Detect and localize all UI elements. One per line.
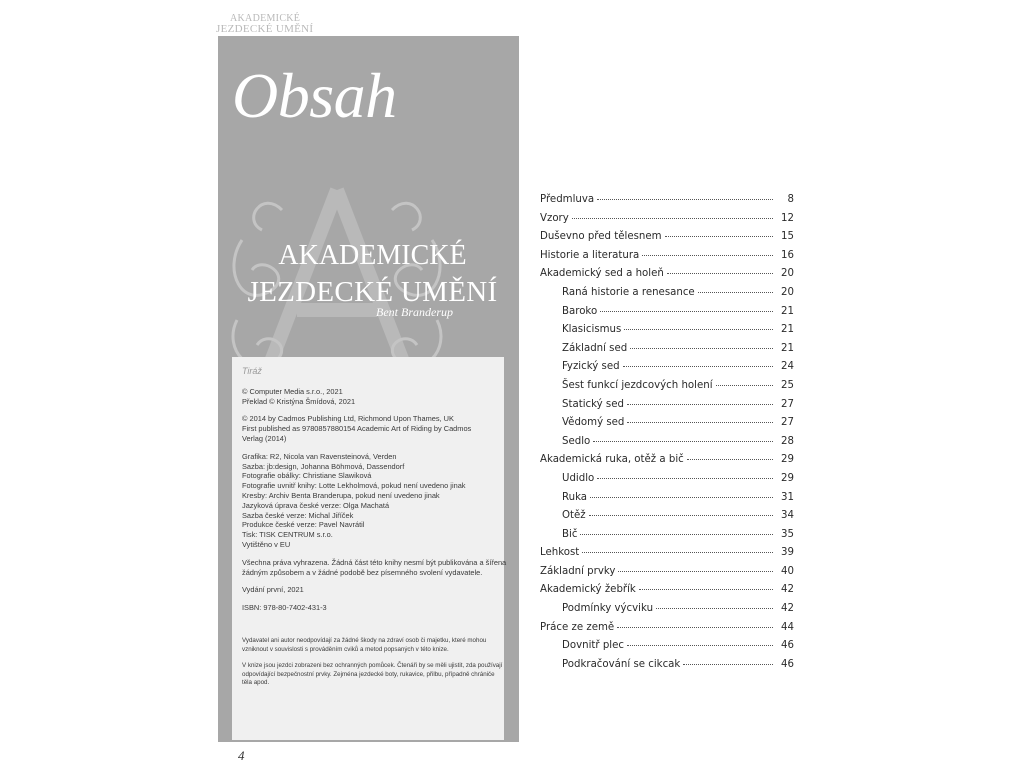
colophon-line: odpovídající bezpečnostní prvky. Zejména jezdecké boty, rukavice, přilbu, případně chrániče: [242, 670, 495, 678]
toc-entry-page: 24: [781, 361, 794, 373]
colophon-disclaimer: [242, 637, 504, 688]
author-name: Bent Branderup: [376, 305, 453, 319]
toc-entry: [540, 584, 794, 603]
toc-entry-label: Vzory: [540, 212, 569, 224]
toc-entry-label: Bič: [562, 528, 578, 540]
toc-dot-leader: [630, 348, 773, 349]
toc-entry-page: 29: [781, 454, 794, 466]
toc-entry-page: 42: [781, 584, 794, 596]
toc-entry-label: Fyzický sed: [562, 361, 620, 373]
toc-entry-page: 27: [781, 417, 794, 429]
toc-dot-leader: [687, 459, 773, 460]
toc-entry-label: Podkračování se cikcak: [562, 658, 681, 670]
toc-entry-page: 21: [781, 305, 794, 317]
colophon-line: V knize jsou jezdci zobrazeni bez ochranných pomůcek. Čtenáři by se měli ujistit, zda používají: [242, 662, 503, 670]
toc-dot-leader: [639, 589, 773, 590]
toc-entry-page: 46: [781, 640, 794, 652]
toc-dot-leader: [683, 664, 773, 665]
toc-entry: [540, 622, 794, 641]
toc-subentry: [540, 380, 794, 399]
toc-subentry: [540, 492, 794, 511]
colophon-line: Překlad © Kristýna Šmídová, 2021: [242, 396, 356, 406]
toc-entry-page: 29: [781, 472, 794, 484]
colophon-line: Sazba: jb:design, Johanna Böhmová, Dassendorf: [242, 461, 405, 471]
toc-entry-label: Statický sed: [562, 398, 624, 410]
toc-entry-label: Dovnitř plec: [562, 640, 624, 652]
toc-subentry: [540, 324, 794, 343]
toc-subentry: [540, 659, 794, 678]
toc-entry-label: Akademický žebřík: [540, 584, 636, 596]
toc-entry-label: Základní prvky: [540, 565, 616, 577]
toc-subentry: [540, 473, 794, 492]
toc-entry-page: 20: [781, 268, 794, 280]
colophon-line: Vydání první, 2021: [242, 585, 304, 595]
toc-subentry: [540, 436, 794, 455]
colophon-line: © 2014 by Cadmos Publishing Ltd, Richmond Upon Thames, UK: [242, 414, 454, 424]
toc-entry-page: 25: [781, 379, 794, 391]
toc-dot-leader: [580, 534, 773, 535]
toc-entry-label: Udidlo: [562, 472, 595, 484]
toc-entry-page: 21: [781, 342, 794, 354]
toc-dot-leader: [623, 366, 773, 367]
toc-subentry: [540, 510, 794, 529]
colophon-line: First published as 9780857880154 Academic Art of Riding by Cadmos: [242, 424, 472, 434]
toc-dot-leader: [665, 236, 773, 237]
colophon-line: ISBN: 978-80-7402-431-3: [242, 603, 327, 613]
toc-entry: [540, 268, 794, 287]
toc-dot-leader: [582, 552, 773, 553]
toc-dot-leader: [716, 385, 773, 386]
running-head-line: JEZDECKÉ UMĚNÍ: [216, 23, 314, 35]
colophon-line: vzniknout v souvislosti s prováděním cviků a metod popsaných v této knize.: [242, 645, 449, 653]
toc-subentry: [540, 640, 794, 659]
toc-entry-page: 15: [781, 231, 794, 243]
toc-dot-leader: [627, 404, 773, 405]
toc-entry: [540, 454, 794, 473]
toc-entry-label: Historie a literatura: [540, 249, 640, 261]
toc-dot-leader: [618, 571, 773, 572]
toc-entry-label: Sedlo: [562, 435, 591, 447]
toc-dot-leader: [593, 441, 773, 442]
toc-dot-leader: [617, 627, 773, 628]
table-of-contents: [540, 194, 794, 677]
page-title: Obsah: [232, 60, 397, 131]
toc-subentry: [540, 306, 794, 325]
page-number: 4: [238, 748, 245, 763]
toc-entry: [540, 547, 794, 566]
toc-subentry: [540, 603, 794, 622]
toc-entry-label: Vědomý sed: [562, 417, 625, 429]
toc-dot-leader: [597, 478, 773, 479]
book-title-line: AKADEMICKÉ: [278, 240, 467, 271]
toc-entry: [540, 231, 794, 250]
toc-entry-page: 34: [781, 510, 794, 522]
toc-entry-page: 44: [781, 621, 794, 633]
toc-entry-page: 21: [781, 324, 794, 336]
toc-entry-label: Duševno před tělesnem: [540, 231, 662, 243]
toc-entry-label: Klasicismus: [562, 324, 622, 336]
colophon-line: Verlag (2014): [242, 433, 287, 443]
toc-subentry: [540, 287, 794, 306]
toc-entry-label: Otěž: [562, 510, 586, 522]
toc-dot-leader: [597, 199, 773, 200]
toc-entry-page: 27: [781, 398, 794, 410]
toc-entry-page: 12: [781, 212, 794, 224]
colophon-line: Fotografie obálky: Christiane Slawiková: [242, 471, 372, 481]
toc-entry-label: Podmínky výcviku: [562, 603, 654, 615]
colophon-line: těla apod.: [242, 679, 270, 687]
toc-dot-leader: [624, 329, 773, 330]
toc-entry-label: Ruka: [562, 491, 588, 503]
toc-entry: [540, 194, 794, 213]
toc-dot-leader: [572, 218, 773, 219]
colophon-box: [232, 357, 507, 740]
colophon-heading: Tiráž: [242, 366, 262, 376]
colophon-line: žádným způsobem a v žádné podobě bez písemného svolení vydavatele.: [242, 567, 483, 577]
toc-dot-leader: [589, 515, 773, 516]
book-title-line: JEZDECKÉ UMĚNÍ: [247, 276, 498, 308]
colophon-line: Grafika: R2, Nicola van Ravensteinová, Verden: [242, 451, 397, 461]
colophon-line: Tisk: TISK CENTRUM s.r.o.: [242, 530, 333, 540]
toc-entry-page: 16: [781, 249, 794, 261]
toc-entry-page: 31: [781, 491, 794, 503]
toc-entry-label: Práce ze země: [540, 621, 615, 633]
toc-entry-label: Raná historie a renesance: [562, 286, 695, 298]
toc-dot-leader: [698, 292, 773, 293]
colophon-line: Jazyková úprava české verze: Olga Machatá: [242, 500, 390, 510]
colophon-line: Všechna práva vyhrazena. Žádná část této knihy nesmí být publikována a šířena: [242, 557, 507, 567]
toc-entry-label: Lehkost: [540, 547, 580, 559]
toc-entry: [540, 250, 794, 269]
toc-entry-label: Šest funkcí jezdcových holení: [562, 379, 713, 391]
running-head: [216, 13, 336, 35]
toc-entry-label: Akademický sed a holeň: [540, 268, 664, 280]
colophon-line: Kresby: Archiv Benta Branderupa, pokud není uvedeno jinak: [242, 490, 440, 500]
toc-entry-page: 8: [787, 194, 794, 205]
toc-dot-leader: [600, 311, 773, 312]
colophon-lines: [242, 386, 507, 613]
colophon-line: Produkce české verze: Pavel Navrátil: [242, 520, 365, 530]
colophon-line: Fotografie uvnitř knihy: Lotte Lekholmová, pokud není uvedeno jinak: [242, 481, 466, 491]
toc-entry-page: 39: [781, 547, 794, 559]
toc-entry-label: Baroko: [562, 305, 598, 317]
toc-subentry: [540, 417, 794, 436]
toc-entry-page: 20: [781, 286, 794, 298]
toc-entry-label: Akademická ruka, otěž a bič: [540, 454, 684, 466]
toc-subentry: [540, 343, 794, 362]
toc-entry-label: Základní sed: [562, 342, 628, 354]
toc-entry-label: Předmluva: [540, 194, 595, 205]
colophon-line: Vydavatel ani autor neodpovídají za žádné škody na zdraví osob či majetku, které mohou: [242, 636, 487, 644]
toc-subentry: [540, 361, 794, 380]
toc-entry-page: 42: [781, 603, 794, 615]
toc-subentry: [540, 399, 794, 418]
toc-entry-page: 40: [781, 565, 794, 577]
toc-dot-leader: [656, 608, 773, 609]
toc-entry-page: 35: [781, 528, 794, 540]
colophon-line: Sazba české verze: Michal Jiříček: [242, 510, 354, 520]
toc-subentry: [540, 529, 794, 548]
book-title: [230, 238, 515, 310]
toc-dot-leader: [667, 273, 773, 274]
colophon-line: © Computer Media s.r.o., 2021: [242, 386, 343, 396]
colophon-line: Vytištěno v EU: [242, 539, 291, 549]
toc-entry-page: 28: [781, 435, 794, 447]
toc-dot-leader: [627, 422, 773, 423]
toc-entry-page: 46: [781, 658, 794, 670]
toc-dot-leader: [590, 497, 773, 498]
toc-entry: [540, 566, 794, 585]
toc-dot-leader: [642, 255, 773, 256]
running-head-line: AKADEMICKÉ: [230, 13, 301, 24]
toc-dot-leader: [627, 645, 773, 646]
toc-entry: [540, 213, 794, 232]
